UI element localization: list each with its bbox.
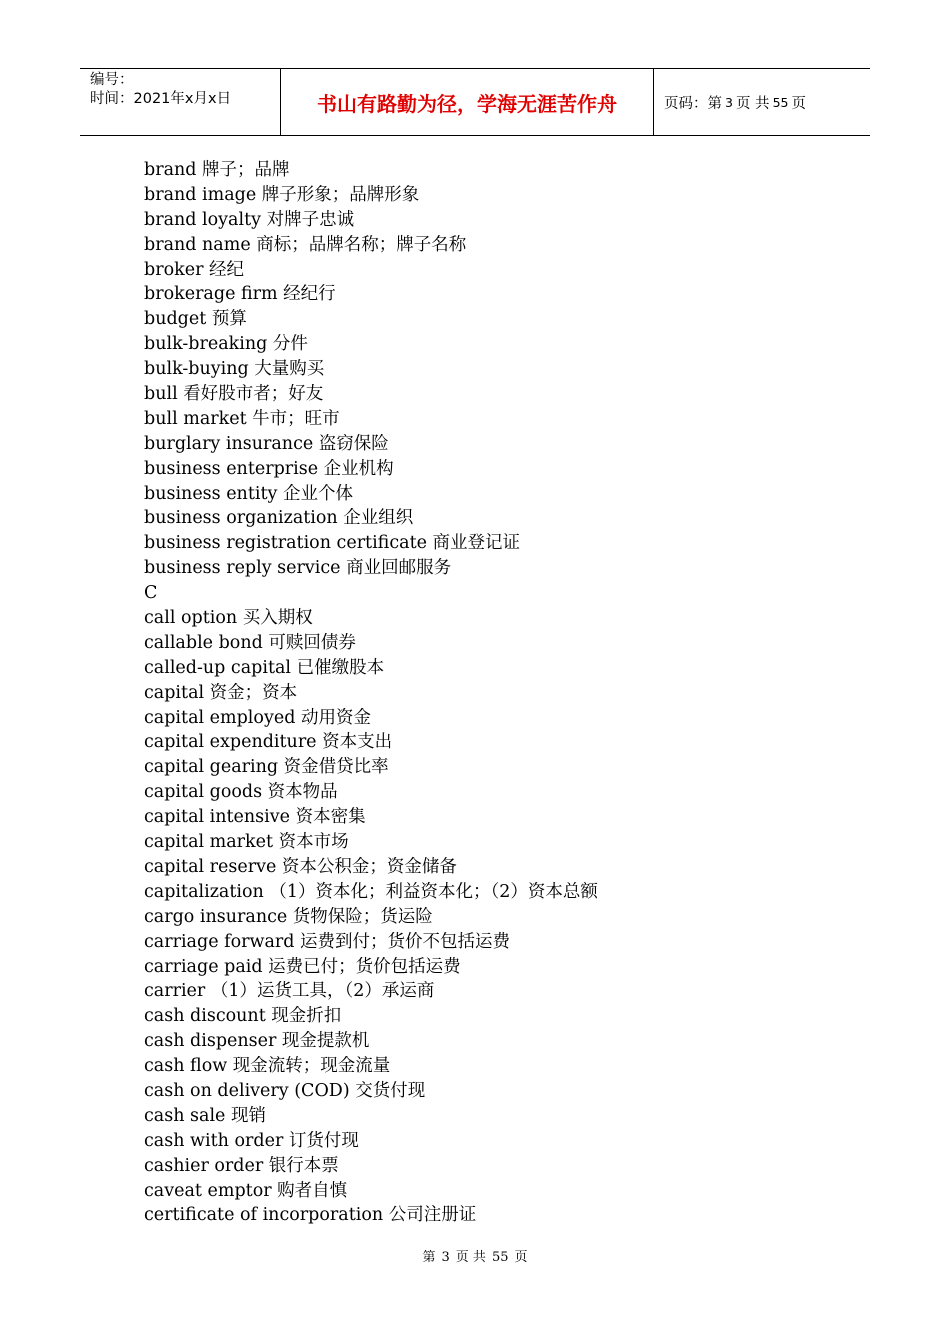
glossary-entry: brand 牌子；品牌 bbox=[144, 160, 290, 180]
glossary-entry: C bbox=[144, 583, 158, 604]
date-value: 2021年x月x日 bbox=[133, 91, 232, 107]
date-label: 时间： bbox=[90, 91, 134, 107]
glossary-entry: call option 买入期权 bbox=[144, 608, 313, 629]
glossary-entry: cash dispenser 现金提款机 bbox=[144, 1031, 370, 1052]
glossary-entry: cash flow 现金流转；现金流量 bbox=[144, 1056, 391, 1077]
footer-total: 55 bbox=[491, 1250, 509, 1265]
glossary-entry: capital market 资本市场 bbox=[144, 832, 349, 853]
glossary-entry: bulk-breaking 分件 bbox=[144, 334, 308, 355]
glossary-entry: callable bond 可赎回债券 bbox=[144, 632, 356, 653]
glossary-entry: bulk-buying 大量购买 bbox=[144, 359, 325, 380]
glossary-entry: capitalization （1）资本化；利益资本化；（2）资本总额 bbox=[144, 881, 598, 902]
glossary-entry: business reply service 商业回邮服务 bbox=[144, 558, 452, 579]
footer-current: 3 bbox=[441, 1250, 450, 1265]
glossary-entry: business enterprise 企业机构 bbox=[144, 458, 394, 479]
glossary-entry: capital intensive 资本密集 bbox=[144, 807, 366, 828]
glossary-entry: broker 经纪 bbox=[144, 259, 244, 280]
glossary-entry: brand name 商标；品牌名称；牌子名称 bbox=[144, 234, 467, 255]
date-line bbox=[90, 90, 280, 109]
page-mid: 页 共 bbox=[735, 95, 770, 112]
footer-suffix: 页 bbox=[514, 1250, 528, 1265]
glossary-entry: business registration certificate 商业登记证 bbox=[144, 533, 521, 554]
glossary-entry: brand loyalty 对牌子忠诚 bbox=[144, 209, 355, 230]
glossary-entry: carriage paid 运费已付；货价包括运费 bbox=[144, 956, 461, 977]
glossary-entry: business organization 企业组织 bbox=[144, 508, 414, 529]
glossary-entry: bull 看好股市者；好友 bbox=[144, 384, 324, 405]
glossary-entry: carrier （1）运货工具，（2）承运商 bbox=[144, 981, 435, 1002]
page-end: 页 bbox=[791, 95, 806, 112]
header-motto: 书山有路勤为径，学海无涯苦作舟 bbox=[281, 69, 654, 135]
glossary-entry: caveat emptor 购者自慎 bbox=[144, 1180, 348, 1201]
glossary-entry: cashier order 银行本票 bbox=[144, 1155, 339, 1176]
glossary-entry: cash sale 现销 bbox=[144, 1105, 266, 1126]
glossary-entry: cash discount 现金折扣 bbox=[144, 1006, 342, 1027]
glossary-list bbox=[144, 158, 598, 1228]
footer-mid: 页 共 bbox=[455, 1250, 486, 1265]
page-footer bbox=[0, 1246, 950, 1265]
glossary-entry: business entity 企业个体 bbox=[144, 483, 353, 504]
glossary-entry: capital expenditure 资本支出 bbox=[144, 732, 393, 753]
glossary-entry: cargo insurance 货物保险；货运险 bbox=[144, 906, 433, 927]
glossary-entry: capital gearing 资金借贷比率 bbox=[144, 757, 389, 778]
glossary-entry: bull market 牛市；旺市 bbox=[144, 408, 340, 429]
glossary-entry: brokerage firm 经纪行 bbox=[144, 284, 336, 305]
number-label: 编号： bbox=[90, 72, 134, 88]
page-label: 页码：第 bbox=[664, 95, 722, 112]
header-meta bbox=[80, 69, 281, 135]
glossary-entry: burglary insurance 盗窃保险 bbox=[144, 433, 389, 454]
glossary-entry: capital goods 资本物品 bbox=[144, 782, 338, 803]
glossary-entry: capital 资金；资本 bbox=[144, 682, 298, 703]
header-page-number bbox=[654, 69, 870, 135]
footer-prefix: 第 bbox=[422, 1250, 436, 1265]
glossary-entry: called-up capital 已催缴股本 bbox=[144, 657, 385, 678]
glossary-entry: cash on delivery (COD) 交货付现 bbox=[144, 1080, 426, 1101]
glossary-entry: capital employed 动用资金 bbox=[144, 707, 371, 728]
glossary-entry: budget 预算 bbox=[144, 309, 247, 330]
page-total: 55 bbox=[772, 94, 789, 110]
glossary-entry: cash with order 订货付现 bbox=[144, 1130, 359, 1151]
glossary-entry: capital reserve 资本公积金；资金储备 bbox=[144, 856, 457, 877]
glossary-entry: certificate of incorporation 公司注册证 bbox=[144, 1205, 477, 1226]
glossary-entry: brand image 牌子形象；品牌形象 bbox=[144, 184, 420, 205]
page-header bbox=[80, 68, 870, 136]
glossary-entry: carriage forward 运费到付；货价不包括运费 bbox=[144, 931, 511, 952]
page-current: 3 bbox=[725, 94, 733, 110]
